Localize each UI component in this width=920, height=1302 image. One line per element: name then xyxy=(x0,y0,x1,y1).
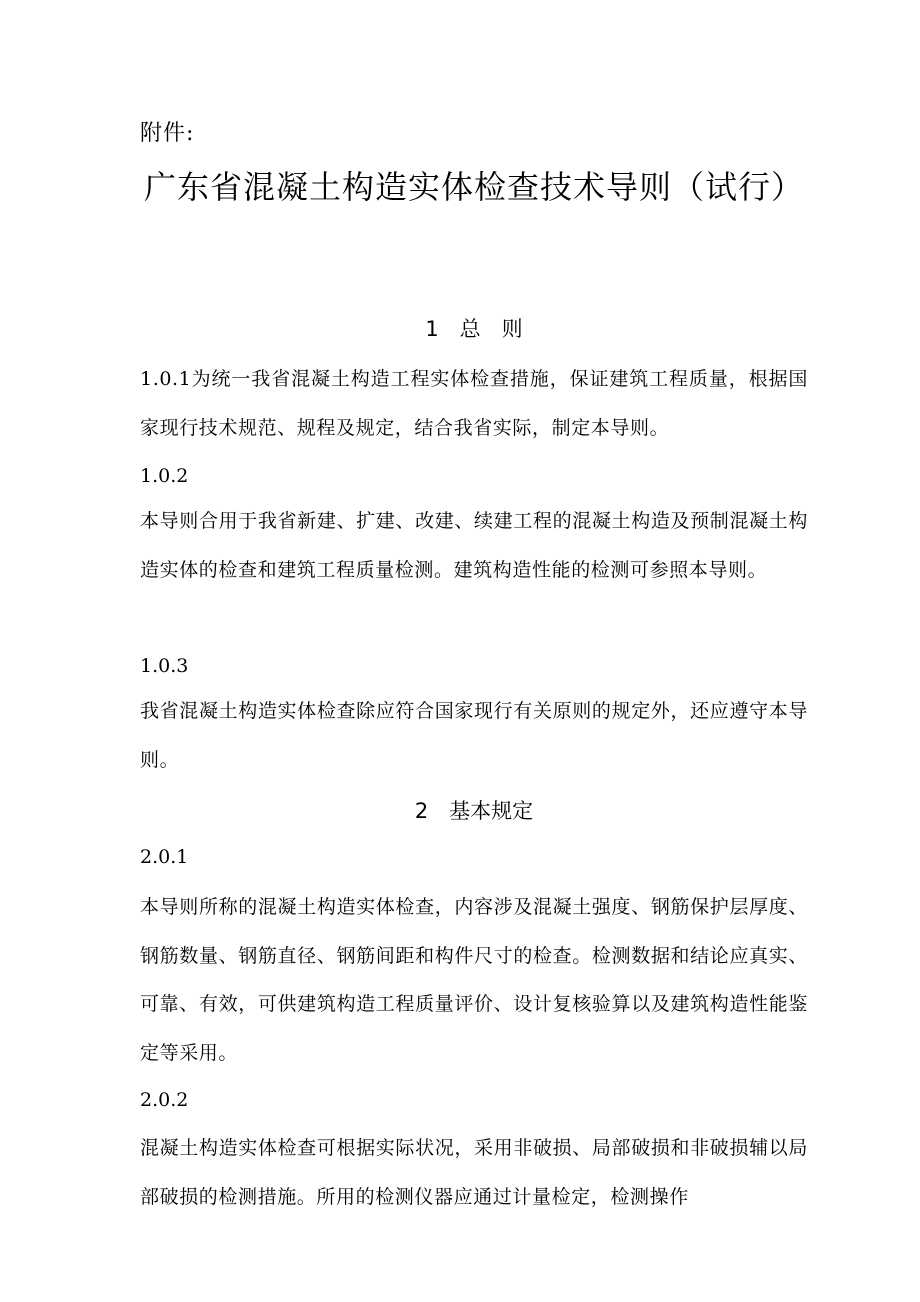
clause-1-0-2-text: 本导则合用于我省新建、扩建、改建、续建工程的混凝土构造及预制混凝土构造实体的检查和建筑工程质量检测。建筑构造性能的检测可参照本导则。 xyxy=(140,510,808,581)
clause-1-0-1-text: 1.0.1为统一我省混凝土构造工程实体检查措施，保证建筑工程质量，根据国家现行技术规范、规程及规定，结合我省实际，制定本导则。 xyxy=(140,368,808,439)
clause-2-0-2-text: 混凝土构造实体检查可根据实际状况，采用非破损、局部破损和非破损辅以局部破损的检测措施。所用的检测仪器应通过计量检定，检测操作 xyxy=(140,1137,808,1208)
clause-1-0-3-text: 我省混凝土构造实体检查除应符合国家现行有关原则的规定外，还应遵守本导则。 xyxy=(140,700,808,771)
section-1-heading: 1 总 则 xyxy=(425,317,523,341)
section-2-heading: 2 基本规定 xyxy=(414,799,534,823)
clause-2-0-2-number: 2.0.2 xyxy=(140,1089,189,1111)
attachment-label: 附件: xyxy=(140,121,195,146)
clause-2-0-1-number: 2.0.1 xyxy=(140,846,189,868)
document-title: 广东省混凝土构造实体检查技术导则（试行） xyxy=(143,168,804,206)
clause-1-0-2-number: 1.0.2 xyxy=(140,465,189,487)
clause-2-0-1-text: 本导则所称的混凝土构造实体检查，内容涉及混凝土强度、钢筋保护层厚度、钢筋数量、钢筋直径、钢筋间距和构件尺寸的检查。检测数据和结论应真实、可靠、有效，可供建筑构造工程质量评价、设计复核验算以及建筑构造性能鉴定等采用。 xyxy=(140,896,808,1064)
clause-1-0-3-number: 1.0.3 xyxy=(140,655,189,677)
